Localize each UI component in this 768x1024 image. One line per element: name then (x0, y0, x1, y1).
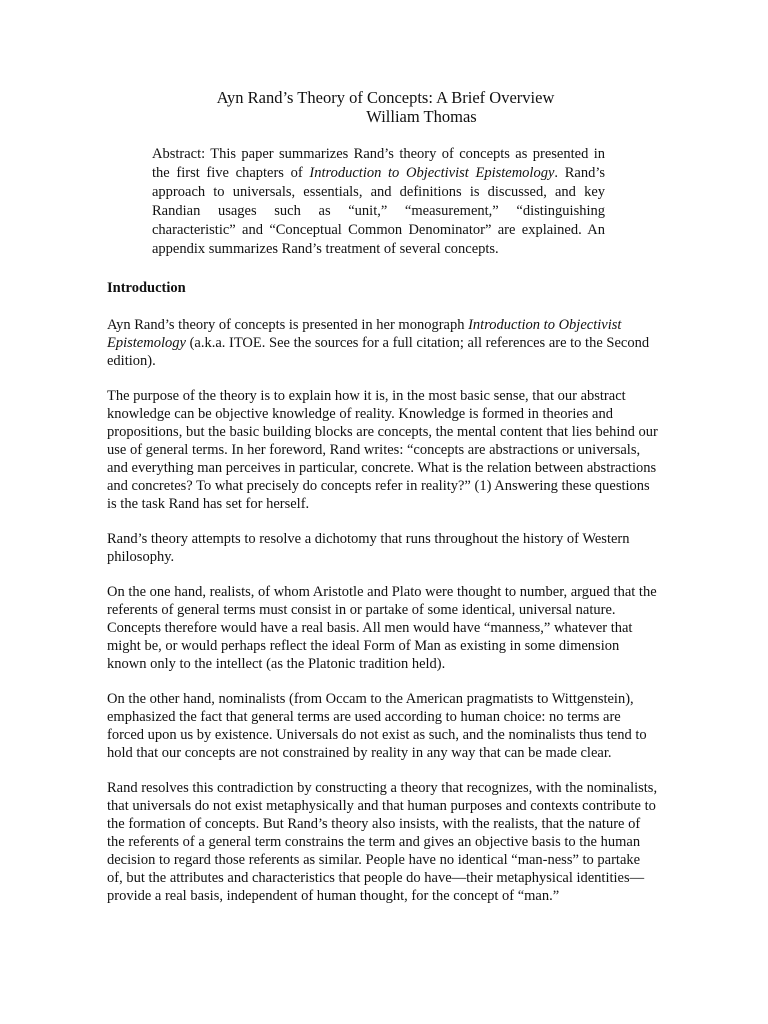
paragraph-1-book-title: Introduction to Objectivist Epistemology (107, 317, 622, 351)
paragraph-6: Rand resolves this contradiction by constructing a theory that recognizes, with the nominalists, that universals do not exist metaphysically and that human purposes and contexts contribute to the formation of concepts. But Rand’s theory also insists, with the realists, that the nature of the referents of a general term constrains the term and gives an objective basis to the human decision to regard those referents as similar. People have no identical “man-ness” to partake of, but the attributes and characteristics that people do have—their metaphysical identities—provide a real basis, independent of human thought, for the concept of “man.” (107, 780, 658, 904)
title-block (107, 88, 658, 126)
abstract-book-title: Introduction to Objectivist Epistemology (309, 165, 555, 181)
abstract-label: Abstract: (152, 146, 206, 162)
paragraph-1 (107, 316, 658, 370)
paragraph-1-text-2: (a.k.a. ITOE. See the sources for a full citation; all references are to the Second edition). (107, 335, 650, 369)
paragraph-2: The purpose of the theory is to explain how it is, in the most basic sense, that our abstract knowledge can be objective knowledge of reality. Knowledge is formed in theories and propositions, but the basic building blocks are concepts, the mental content that lies behind our use of general terms. In her foreword, Rand writes: “concepts are abstractions or universals, and everything man perceives in particular, concrete. What is the relation between abstractions and concretes? To what precisely do concepts refer in reality?” (1) Answering these questions is the task Rand has set for herself. (107, 388, 658, 512)
section-heading: Introduction (107, 280, 186, 296)
author-name: William Thomas (366, 107, 477, 126)
paper-title: Ayn Rand’s Theory of Concepts: A Brief Overview (216, 88, 555, 107)
abstract-text-2: . Rand’s approach to universals, essentials, and definitions is discussed, and key Randian usages such as “unit,” “measurement,” “distinguishing characteristic” and “Conceptual Common Denominator” are explained. An appendix summarizes Rand’s treatment of several concepts. (152, 165, 605, 257)
paragraph-4: On the one hand, realists, of whom Aristotle and Plato were thought to number, argued that the referents of general terms must consist in or partake of some identical, universal nature. Concepts therefore would have a real basis. All men would have “manness,” whatever that might be, or would perhaps reflect the ideal Form of Man as existing in some dimension known only to the intellect (as the Platonic tradition held). (107, 584, 657, 672)
abstract (152, 145, 605, 259)
paragraph-5: On the other hand, nominalists (from Occam to the American pragmatists to Wittgenstein), emphasized the fact that general terms are used according to human choice: no terms are forced upon us by existence. Universals do not exist as such, and the nominalists thus tend to hold that our concepts are not constrained by reality in any way that can be made clear. (107, 691, 647, 761)
paragraph-3: Rand’s theory attempts to resolve a dichotomy that runs throughout the history of Western philosophy. (107, 531, 630, 565)
abstract-text-1: This paper summarizes Rand’s theory of concepts as presented in the first five chapters of (152, 146, 605, 181)
paragraph-1-text-1: Ayn Rand’s theory of concepts is presented in her monograph (107, 317, 469, 333)
